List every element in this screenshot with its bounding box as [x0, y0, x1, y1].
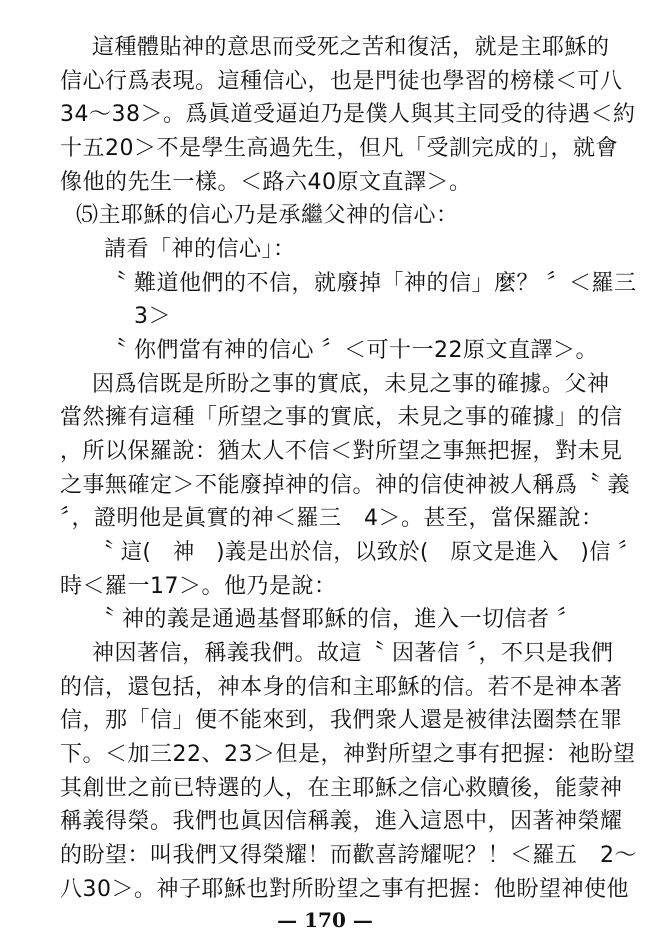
text-line: 稱義得榮。我們也眞因信稱義，進入這恩中，因著神榮耀	[60, 809, 623, 834]
quote-line: 3＞	[134, 304, 171, 329]
text-line: 其創世之前已特選的人，在主耶穌之信心救贖後，能蒙神	[60, 776, 623, 801]
page-number: — 170 —	[277, 908, 373, 932]
quote-line: 〝 你們當有神的信心 〞＜可十一22原文直譯＞。	[104, 338, 598, 363]
text-line: 的盼望：叫我們又得榮耀！而歡喜誇耀呢？！＜羅五 2～	[60, 843, 637, 868]
quote-line: 〝 神的義是通過基督耶穌的信，進入一切信者 〞	[92, 607, 580, 632]
quote-line: 〝 這( 神 )義是出於信，以致於( 原文是進入 )信 〞	[92, 540, 640, 565]
text-line: 神因著信，稱義我們。故這〝 因著信 〞，不只是我們	[92, 641, 614, 666]
text-line: 十五20＞不是學生高過先生，但凡「受訓完成的」，就會	[60, 136, 618, 161]
text-line: 當然擁有這種「所望之事的實底，未見之事的確據」的信	[60, 405, 623, 430]
text-line: ，所以保羅說：猶太人不信＜對所望之事無把握，對未見	[60, 439, 623, 464]
text-line: 信，那「信」便不能來到，我們衆人還是被律法圈禁在罪	[60, 708, 623, 733]
text-line: 〞，證明他是眞實的神＜羅三 4＞。甚至，當保羅說：	[60, 506, 604, 531]
text-line: 下。＜加三22、23＞但是，神對所望之事有把握：祂盼望	[60, 742, 636, 767]
text-line: 因爲信既是所盼之事的實底，未見之事的確據。父神	[92, 372, 610, 397]
quote-line: 〝 難道他們的不信，就廢掉「神的信」麼？ 〞＜羅三	[104, 271, 637, 296]
text-line: 請看「神的信心」：	[104, 237, 296, 262]
text-line: 的信，還包括，神本身的信和主耶穌的信。若不是神本著	[60, 675, 623, 700]
section-heading: ⑸主耶穌的信心乃是承繼父神的信心：	[76, 203, 459, 228]
text-line: 這種體貼神的意思而受死之苦和復活，就是主耶穌的	[92, 35, 610, 60]
text-line: 像他的先生一樣。＜路六40原文直譯＞。	[60, 170, 472, 195]
text-line: 34～38＞。爲眞道受逼迫乃是僕人與其主同受的待遇＜約	[60, 102, 636, 127]
text-line: 時＜羅一17＞。他乃是說：	[60, 574, 337, 599]
text-line: 八30＞。神子耶穌也對所盼望之事有把握：他盼望神使他	[60, 877, 629, 902]
text-line: 之事無確定＞不能廢掉神的信。神的信使神被人稱爲〝 義	[60, 473, 630, 498]
text-line: 信心行爲表現。這種信心，也是門徒也學習的榜樣＜可八	[60, 69, 623, 94]
